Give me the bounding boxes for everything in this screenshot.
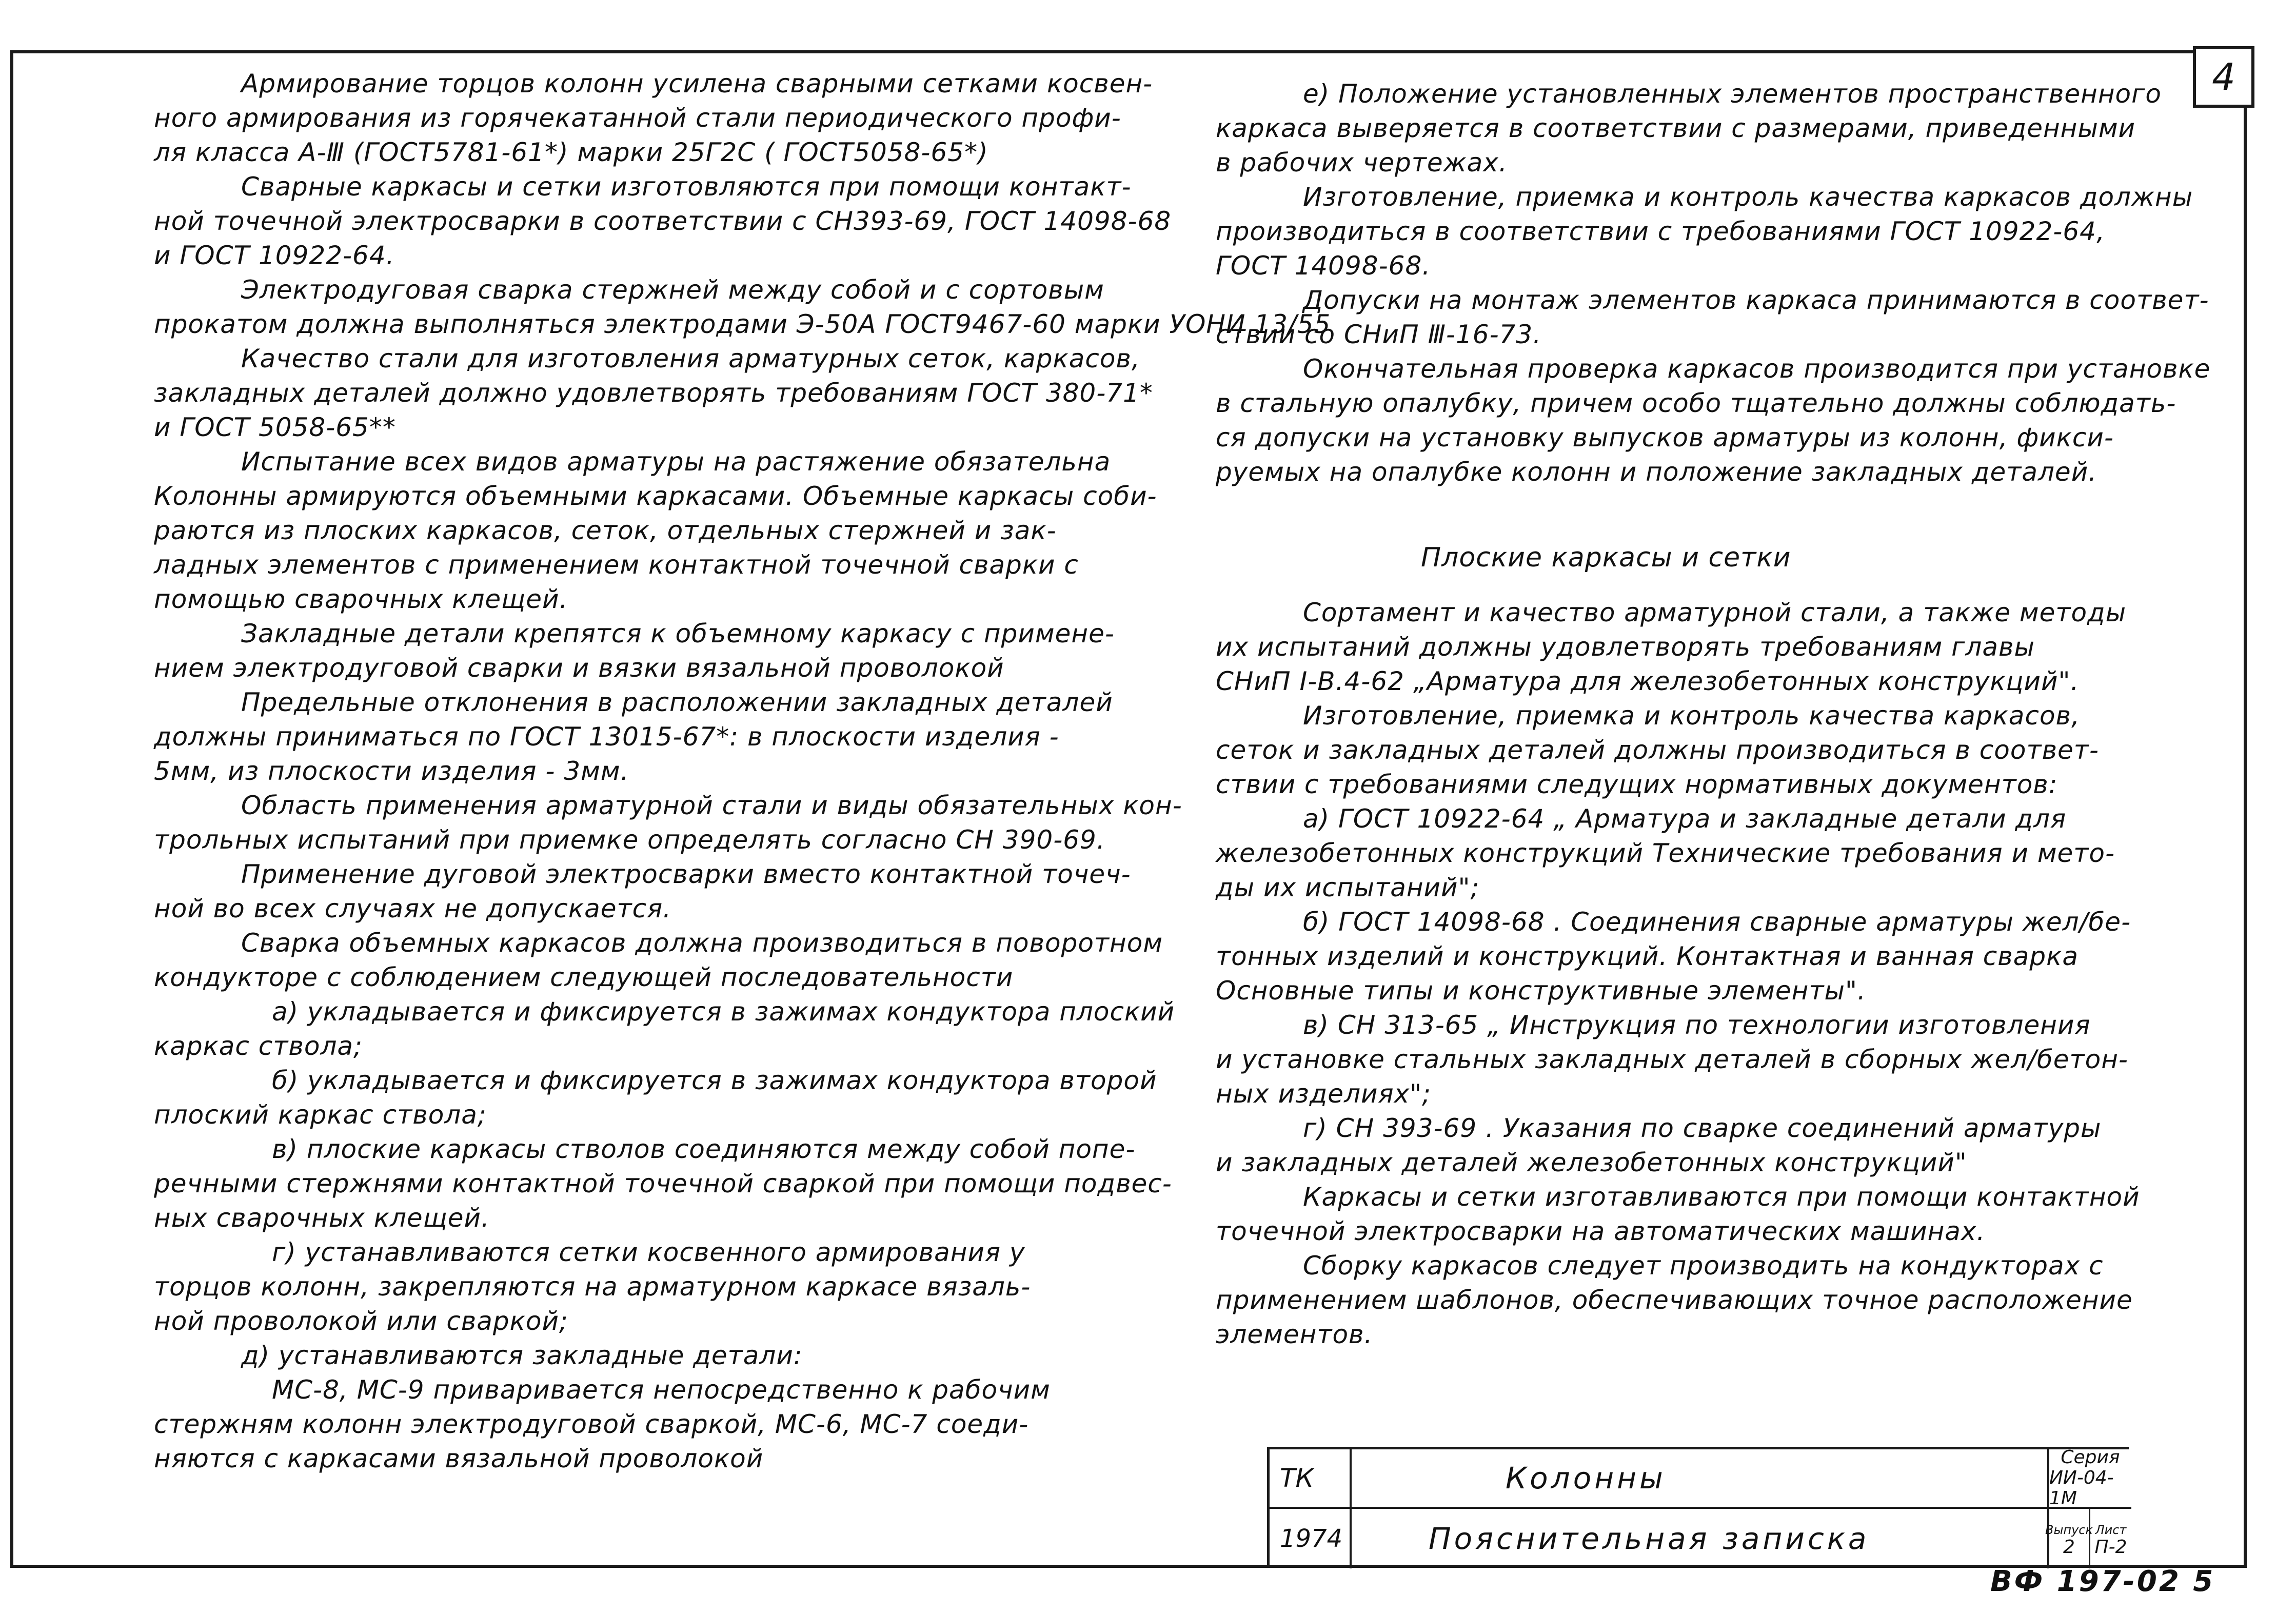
text-line: ГОСТ 14098-68.: [1216, 251, 1431, 281]
right-text-column: [1216, 77, 2211, 1352]
series-value: ИИ-04-1М: [2049, 1467, 2114, 1509]
text-line: плоский каркас ствола;: [154, 1100, 487, 1130]
text-line: СНиП Ⅰ-В.4-62 „Арматура для железобетонных конструкций".: [1216, 666, 2080, 696]
text-line: в стальную опалубку, причем особо тщательно должны соблюдать-: [1216, 388, 2176, 418]
text-line: стержням колонн электродуговой сваркой, МС-6, МС-7 соеди-: [154, 1409, 1029, 1439]
text-line: д) устанавливаются закладные детали:: [241, 1341, 803, 1370]
text-line: ля класса А-Ⅲ (ГОСТ5781-61*) марки 25Г2С ( ГОСТ5058-65*): [154, 137, 988, 167]
text-line: и ГОСТ 10922-64.: [154, 241, 395, 270]
text-line: и установке стальных закладных деталей в сборных жел/бетон-: [1216, 1045, 2128, 1074]
text-line: каркаса выверяется в соответствии с размерами, приведенными: [1216, 113, 2136, 143]
text-line: ной проволокой или сваркой;: [154, 1306, 568, 1336]
text-line: ладных элементов с применением контактной точечной сварки с: [154, 550, 1079, 580]
text-line: а) ГОСТ 10922-64 „ Арматура и закладные детали для: [1303, 804, 2067, 834]
series-label: Серия: [2061, 1447, 2120, 1468]
text-line: каркас ствола;: [154, 1031, 363, 1061]
text-line: Сварка объемных каркасов должна производиться в поворотном: [241, 928, 1163, 958]
year: 1974: [1280, 1524, 1343, 1553]
sheet-label: Лист: [2095, 1523, 2127, 1537]
issue-label: Выпуск: [2045, 1523, 2093, 1537]
text-line: тонных изделий и конструкций. Контактная и ванная сварка: [1216, 941, 2079, 971]
text-line: е) Положение установленных элементов пространственного: [1303, 79, 2162, 109]
text-line: ды их испытаний";: [1216, 873, 1480, 902]
text-line: речными стержнями контактной точечной сваркой при помощи подвес-: [154, 1169, 1172, 1198]
text-line: раются из плоских каркасов, сеток, отдельных стержней и зак-: [154, 516, 1057, 545]
text-line: ной точечной электросварки в соответствии с СН393-69, ГОСТ 14098-68: [154, 206, 1172, 236]
text-line: ных изделиях";: [1216, 1079, 1432, 1109]
text-line: и ГОСТ 5058-65**: [154, 412, 396, 442]
text-line: б) ГОСТ 14098-68 . Соединения сварные арматуры жел/бе-: [1303, 907, 2131, 937]
text-line: должны приниматься по ГОСТ 13015-67*: в плоскости изделия -: [154, 722, 1059, 752]
text-line: в) СН 313-65 „ Инструкция по технологии изготовления: [1303, 1010, 2091, 1040]
text-line: ной во всех случаях не допускается.: [154, 894, 672, 923]
text-line: Электродуговая сварка стержней между собой и с сортовым: [241, 275, 1104, 305]
text-line: в) плоские каркасы стволов соединяются между собой попе-: [272, 1134, 1136, 1164]
text-line: Окончательная проверка каркасов производится при установке: [1303, 354, 2211, 384]
text-line: ствии с требованиями следущих нормативных документов:: [1216, 770, 2058, 799]
text-line: элементов.: [1216, 1320, 1373, 1349]
text-line: Закладные детали крепятся к объемному каркасу с примене-: [241, 619, 1115, 648]
text-line: руемых на опалубке колонн и положение закладных деталей.: [1216, 457, 2097, 487]
text-line: их испытаний должны удовлетворять требованиям главы: [1216, 632, 2035, 662]
text-line: 5мм, из плоскости изделия - 3мм.: [154, 756, 629, 786]
document-name: Пояснительная записка: [1429, 1521, 1870, 1556]
drawing-title: Колонны: [1506, 1461, 1666, 1496]
text-line: Изготовление, приемка и контроль качества каркасов,: [1303, 701, 2080, 731]
section-heading: Плоские каркасы и сетки: [1421, 542, 1791, 573]
text-line: ных сварочных клещей.: [154, 1203, 490, 1233]
text-line: торцов колонн, закрепляются на арматурном каркасе вязаль-: [154, 1272, 1031, 1302]
org-code: ТК: [1280, 1463, 1314, 1493]
text-line: сеток и закладных деталей должны производиться в соответ-: [1216, 735, 2099, 765]
text-line: Предельные отклонения в расположении закладных деталей: [241, 687, 1113, 717]
text-line: Армирование торцов колонн усилена сварными сетками косвен-: [241, 69, 1153, 99]
text-line: Изготовление, приемка и контроль качества каркасов должны: [1303, 182, 2193, 212]
text-line: прокатом должна выполняться электродами Э-50А ГОСТ9467-60 марки УОНИ 13/55: [154, 309, 1331, 339]
text-line: кондукторе с соблюдением следующей последовательности: [154, 962, 1014, 992]
sheet-value: П-2: [2094, 1537, 2127, 1558]
text-line: помощью сварочных клещей.: [154, 584, 568, 614]
title-block-sheet: [2090, 1509, 2131, 1568]
page-number: 4: [2212, 55, 2235, 99]
text-line: Основные типы и конструктивные элементы".: [1216, 976, 1866, 1006]
text-line: Применение дуговой электросварки вместо контактной точеч-: [241, 859, 1131, 889]
text-line: и закладных деталей железобетонных конструкций": [1216, 1148, 1967, 1177]
text-line: Область применения арматурной стали и виды обязательных кон-: [241, 791, 1182, 820]
archive-code: ВФ 197-02 5: [1990, 1565, 2215, 1598]
title-block-doc: [1352, 1509, 2049, 1568]
text-line: ствии со СНиП Ⅲ-16-73.: [1216, 320, 1542, 349]
title-block: [1267, 1447, 2129, 1566]
page-number-box: [2193, 46, 2254, 108]
title-block-title: [1352, 1449, 2049, 1509]
text-line: закладных деталей должно удовлетворять требованиям ГОСТ 380-71*: [154, 378, 1153, 408]
text-line: г) устанавливаются сетки косвенного армирования у: [272, 1237, 1025, 1267]
text-line: Качество стали для изготовления арматурных сеток, каркасов,: [241, 344, 1140, 373]
title-block-org: [1270, 1449, 1352, 1509]
text-line: ся допуски на установку выпусков арматуры из колонн, фикси-: [1216, 423, 2114, 453]
text-line: нием электродуговой сварки и вязки вязальной проволокой: [154, 653, 1004, 683]
text-line: МС-8, МС-9 приваривается непосредственно к рабочим: [272, 1375, 1051, 1405]
text-line: трольных испытаний при приемке определять согласно СН 390-69.: [154, 825, 1105, 855]
text-line: Каркасы и сетки изготавливаются при помощи контактной: [1303, 1182, 2140, 1212]
title-block-issue: [2045, 1509, 2093, 1568]
text-line: ного армирования из горячекатанной стали периодического профи-: [154, 103, 1121, 133]
text-line: Сварные каркасы и сетки изготовляются при помощи контакт-: [241, 172, 1132, 202]
text-line: Допуски на монтаж элементов каркаса принимаются в соответ-: [1303, 285, 2209, 315]
text-line: точечной электросварки на автоматических машинах.: [1216, 1216, 1986, 1246]
text-line: железобетонных конструкций Технические требования и мето-: [1216, 838, 2115, 868]
title-block-year: [1270, 1509, 1352, 1568]
text-line: Колонны армируются объемными каркасами. Объемные каркасы соби-: [154, 481, 1157, 511]
text-line: а) укладывается и фиксируется в зажимах кондуктора плоский: [272, 997, 1175, 1027]
text-line: б) укладывается и фиксируется в зажимах кондуктора второй: [272, 1066, 1157, 1095]
text-line: г) СН 393-69 . Указания по сварке соединений арматуры: [1303, 1113, 2102, 1143]
issue-value: 2: [2063, 1537, 2075, 1558]
text-line: в рабочих чертежах.: [1216, 148, 1508, 178]
text-line: применением шаблонов, обеспечивающих точное расположение: [1216, 1285, 2133, 1315]
text-line: няются с каркасами вязальной проволокой: [154, 1444, 764, 1473]
title-block-series: [2049, 1449, 2131, 1509]
text-line: Испытание всех видов арматуры на растяжение обязательна: [241, 447, 1111, 477]
text-line: Сборку каркасов следует производить на кондукторах с: [1303, 1251, 2104, 1281]
text-line: Сортамент и качество арматурной стали, а также методы: [1303, 598, 2127, 627]
text-line: производиться в соответствии с требованиями ГОСТ 10922-64,: [1216, 217, 2105, 246]
